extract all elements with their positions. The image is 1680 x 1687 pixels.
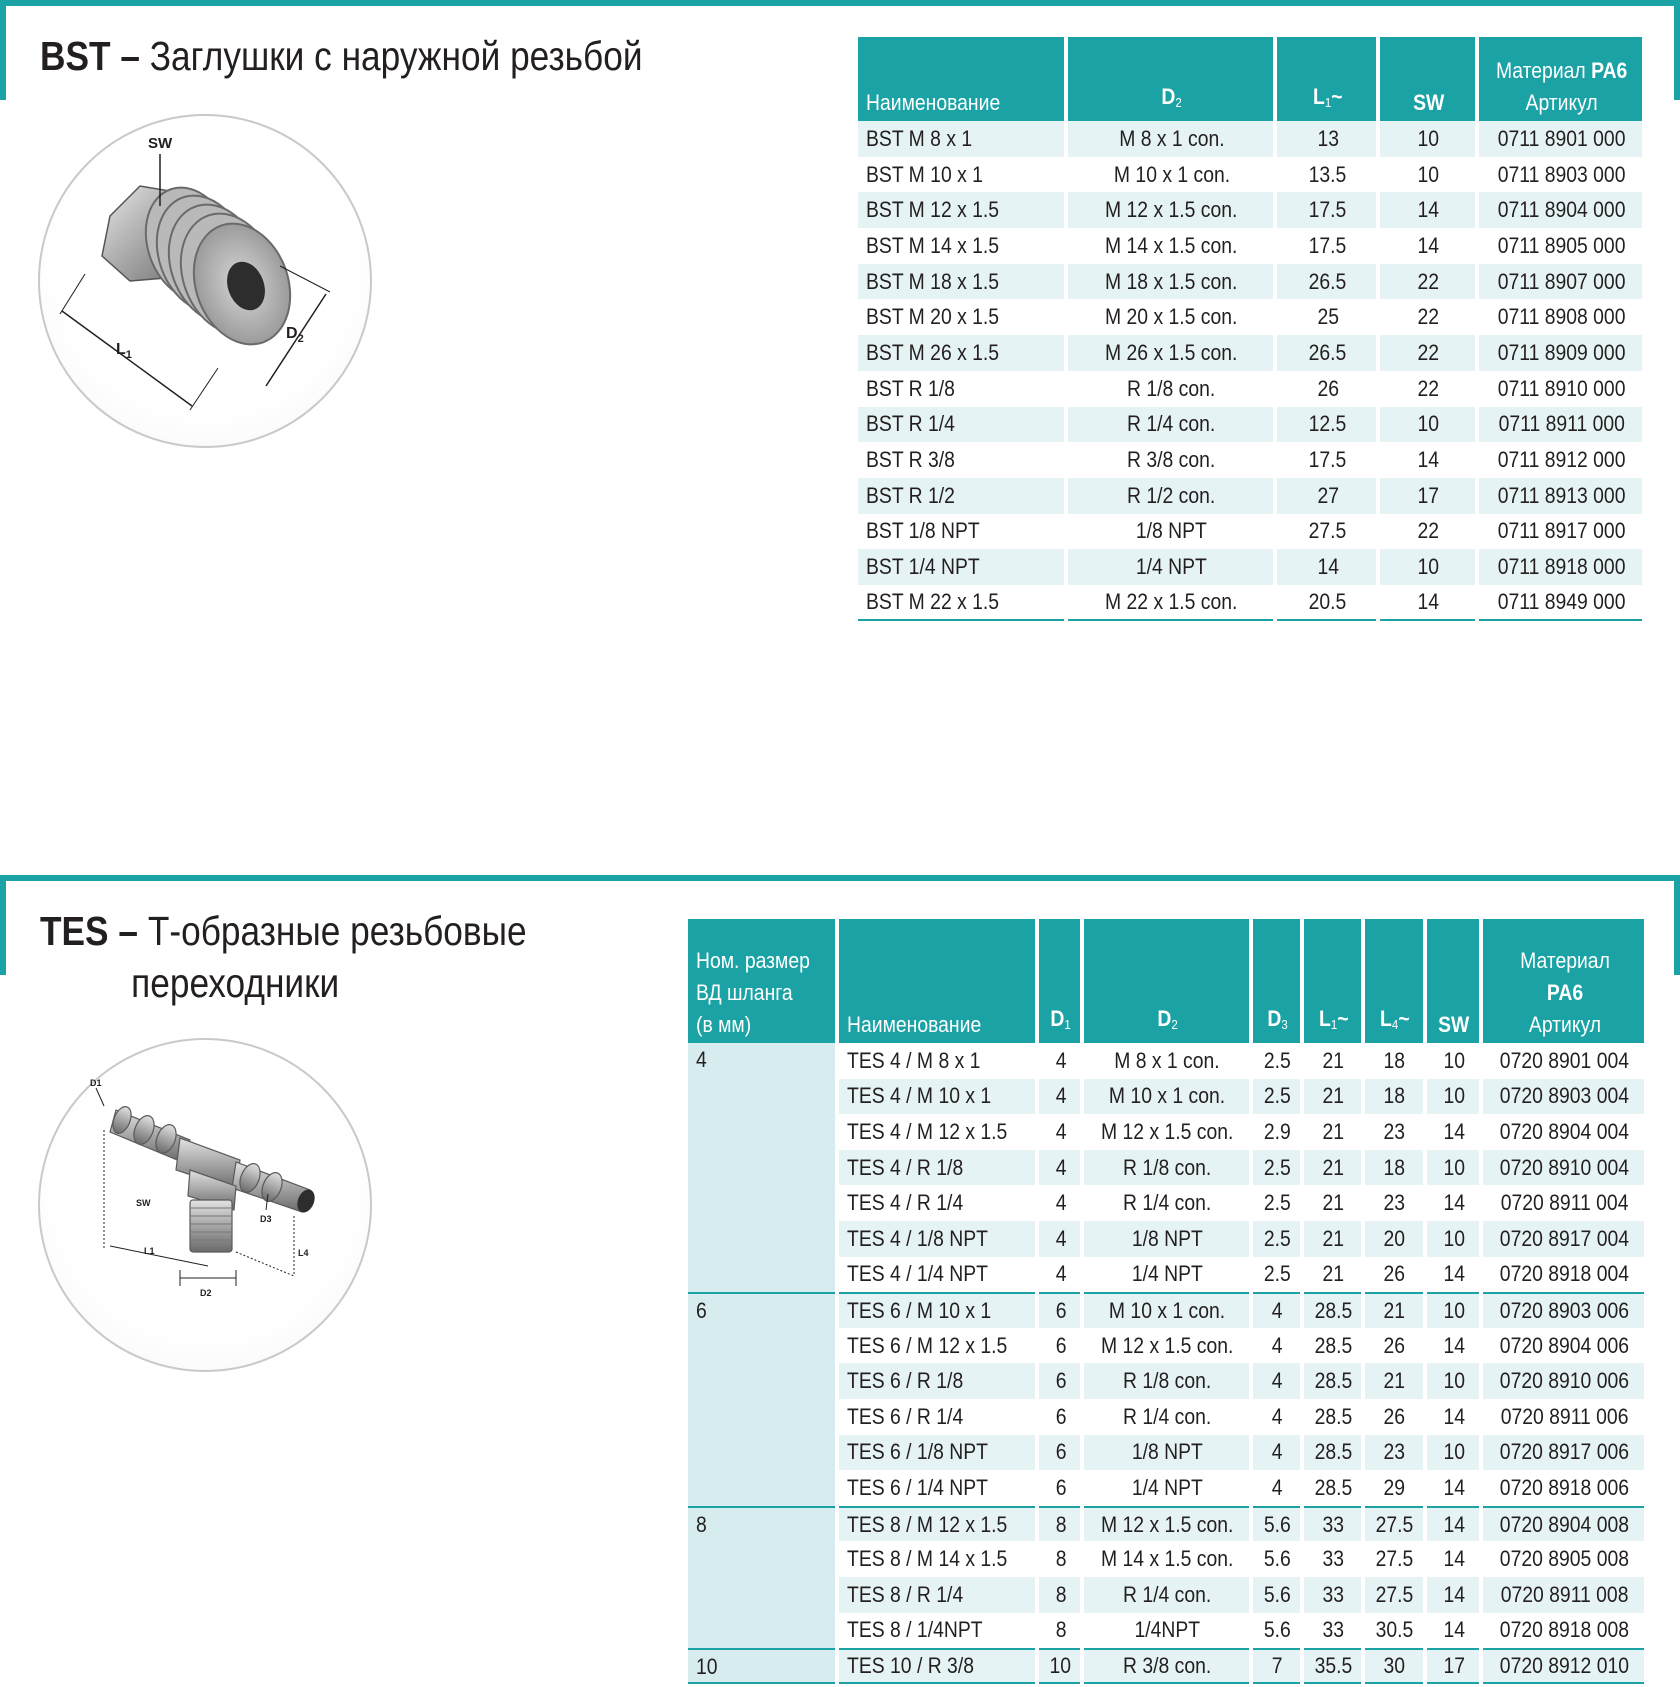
cell-d1: 4: [1055, 1047, 1067, 1073]
cell-article: 0720 8917 006: [1483, 1435, 1644, 1471]
cell-d1: 6: [1055, 1403, 1067, 1429]
tes-col-l1: $L_1\sim$: [1304, 919, 1361, 1043]
cell-d3: 4: [1253, 1292, 1300, 1328]
cell-d2: M 22 x 1.5 con.: [1068, 585, 1274, 621]
cell-d3: 2.5: [1253, 1150, 1300, 1186]
cell-sw: 10: [1417, 161, 1440, 187]
table-row: [858, 264, 1642, 300]
cell-article: 0711 8907 000: [1479, 264, 1642, 300]
cell-article: 0711 8909 000: [1479, 335, 1642, 371]
cell-name: BST M 12 x 1.5: [858, 192, 1064, 228]
cell-l1: 21: [1322, 1047, 1345, 1073]
cell-article: 0711 8904 000: [1479, 192, 1642, 228]
section-top-rule: [0, 875, 1680, 881]
bst-header-row: [858, 37, 1642, 121]
tes-title-line2: переходники: [131, 960, 340, 1006]
cell-d2: M 12 x 1.5 con.: [1101, 1332, 1234, 1358]
cell-d1: 6: [1039, 1292, 1080, 1328]
cell-l4: 27.5: [1365, 1577, 1423, 1613]
cell-l4: 26: [1383, 1261, 1406, 1287]
cell-article: 0711 8910 000: [1497, 375, 1626, 401]
cell-article: 0720 8910 004: [1483, 1150, 1644, 1186]
cell-article: 0720 8904 006: [1499, 1332, 1630, 1358]
cell-d2: R 1/8 con.: [1084, 1150, 1248, 1186]
tes-col-nominal-size: Ном. размер ВД шланга (в мм): [688, 919, 835, 1043]
cell-d3: 2.9: [1263, 1118, 1291, 1144]
cell-name: TES 6 / R 1/8: [839, 1363, 1035, 1399]
cell-name: BST M 10 x 1: [866, 161, 983, 187]
cell-d3: 5.6: [1263, 1617, 1291, 1643]
cell-d2: R 1/4 con.: [1123, 1190, 1212, 1216]
cell-name: TES 10 / R 3/8: [839, 1648, 1035, 1684]
section-left-rule: [0, 0, 6, 100]
cell-d2: M 14 x 1.5 con.: [1101, 1546, 1234, 1572]
cell-l4: 21: [1365, 1363, 1423, 1399]
bst-col-sw: SW: [1380, 37, 1475, 121]
cell-d3: 2.5: [1253, 1079, 1300, 1115]
cell-article: 0720 8918 004: [1499, 1261, 1630, 1287]
cell-sw: 14: [1380, 192, 1475, 228]
cell-d2: 1/8 NPT: [1084, 1221, 1248, 1257]
cell-l4: 18: [1365, 1150, 1423, 1186]
cell-l4: 27.5: [1375, 1546, 1414, 1572]
cell-article: 0711 8911 000: [1479, 407, 1642, 443]
cell-name: BST R 1/8: [866, 375, 955, 401]
cell-sw: 22: [1417, 518, 1440, 544]
cell-name: TES 4 / R 1/8: [839, 1150, 1035, 1186]
table-row: [688, 1506, 1644, 1542]
bst-diagram-sw: SW: [148, 135, 173, 152]
bst-title-code: BST: [40, 33, 111, 79]
cell-l1: 33: [1322, 1617, 1345, 1643]
cell-sw: 14: [1417, 447, 1440, 473]
section-left-rule: [0, 875, 6, 975]
cell-d1: 8: [1039, 1577, 1080, 1613]
cell-d2: M 12 x 1.5 con.: [1101, 1118, 1234, 1144]
tes-col-sw: SW: [1427, 919, 1480, 1043]
cell-d3: 2.5: [1253, 1221, 1300, 1257]
cell-sw: 10: [1427, 1363, 1480, 1399]
cell-name: BST M 18 x 1.5: [858, 264, 1064, 300]
cell-name: TES 4 / 1/8 NPT: [839, 1221, 1035, 1257]
tes-spec-table: [684, 919, 1648, 1684]
cell-article: 0720 8903 004: [1483, 1079, 1644, 1115]
tes-table-body: [688, 1043, 1644, 1684]
cell-sw: 22: [1417, 375, 1440, 401]
cell-d1: 10: [1039, 1648, 1080, 1684]
cell-d1: 4: [1055, 1190, 1067, 1216]
cell-name: TES 6 / M 10 x 1: [839, 1292, 1035, 1328]
cell-name: BST M 20 x 1.5: [866, 304, 1000, 330]
bst-spec-table: [854, 37, 1646, 621]
cell-d2: R 3/8 con.: [1084, 1648, 1248, 1684]
cell-d3: 4: [1271, 1332, 1283, 1358]
cell-l1: 25: [1317, 304, 1339, 330]
cell-article: 0711 8912 000: [1497, 447, 1626, 473]
tes-col-d3: $D_3$: [1253, 919, 1300, 1043]
cell-nominal-size: 4: [688, 1043, 835, 1292]
cell-d1: 6: [1039, 1435, 1080, 1471]
table-row: [858, 121, 1642, 157]
cell-article: 0711 8903 000: [1497, 161, 1626, 187]
cell-d1: 4: [1039, 1079, 1080, 1115]
cell-l1: 13: [1277, 121, 1376, 157]
cell-l4: 30.5: [1375, 1617, 1414, 1643]
cell-d1: 6: [1055, 1474, 1067, 1500]
cell-l1: 28.5: [1304, 1435, 1361, 1471]
cell-sw: 10: [1380, 549, 1475, 585]
cell-nominal-size: 6: [688, 1292, 835, 1506]
cell-d2: M 12 x 1.5 con.: [1068, 192, 1274, 228]
cell-article: 0711 8908 000: [1497, 304, 1626, 330]
cell-d2: M 10 x 1 con.: [1084, 1292, 1248, 1328]
cell-article: 0720 8904 008: [1483, 1506, 1644, 1542]
cell-d2: M 26 x 1.5 con.: [1068, 335, 1274, 371]
table-row: [688, 1043, 1644, 1079]
cell-l1: 17.5: [1308, 232, 1347, 258]
cell-d2: 1/8 NPT: [1136, 518, 1208, 544]
tes-diagram-d3: D3: [260, 1214, 272, 1224]
cell-name: TES 4 / R 1/4: [847, 1190, 964, 1216]
cell-l4: 27.5: [1365, 1506, 1423, 1542]
bst-col-d2: $D_2$: [1068, 37, 1274, 121]
cell-l1: 28.5: [1314, 1403, 1353, 1429]
cell-sw: 10: [1427, 1292, 1480, 1328]
cell-l4: 29: [1383, 1474, 1406, 1500]
cell-l1: 20.5: [1277, 585, 1376, 621]
cell-l4: 30: [1365, 1648, 1423, 1684]
cell-article: 0720 8901 004: [1499, 1047, 1630, 1073]
cell-d2: M 10 x 1 con.: [1084, 1079, 1248, 1115]
cell-d2: R 1/4 con.: [1123, 1403, 1212, 1429]
cell-l4: 23: [1383, 1190, 1406, 1216]
cell-d1: 6: [1055, 1332, 1067, 1358]
bst-table-body: [858, 121, 1642, 621]
bst-title-dash: –: [120, 33, 140, 79]
cell-name: BST M 22 x 1.5: [858, 585, 1064, 621]
cell-l1: 27.5: [1308, 518, 1347, 544]
cell-d2: 1/4NPT: [1134, 1617, 1201, 1643]
cell-name: TES 4 / 1/4 NPT: [847, 1261, 989, 1287]
tes-col-article: Материал PA6 Артикул: [1483, 919, 1644, 1043]
cell-sw: 22: [1380, 335, 1475, 371]
tes-adapter-drawing: [40, 1040, 374, 1374]
cell-l1: 27: [1277, 478, 1376, 514]
cell-sw: 14: [1443, 1474, 1465, 1500]
cell-sw: 10: [1443, 1047, 1465, 1073]
cell-nominal-size: 8: [688, 1506, 835, 1648]
cell-d2: M 8 x 1 con.: [1114, 1047, 1221, 1073]
tes-header-row: [688, 919, 1644, 1043]
cell-article: 0720 8911 004: [1500, 1190, 1629, 1216]
cell-sw: 10: [1427, 1435, 1480, 1471]
cell-article: 0720 8905 008: [1499, 1546, 1630, 1572]
cell-d3: 2.5: [1263, 1047, 1291, 1073]
cell-sw: 14: [1443, 1332, 1465, 1358]
cell-name: TES 6 / 1/8 NPT: [839, 1435, 1035, 1471]
table-row: [858, 585, 1642, 621]
cell-l4: 26: [1383, 1332, 1406, 1358]
table-row: [858, 228, 1642, 264]
bst-col-l1: $L_1\sim$: [1277, 37, 1376, 121]
table-row: [688, 1648, 1644, 1684]
cell-article: 0720 8918 006: [1499, 1474, 1630, 1500]
cell-l1: 28.5: [1304, 1292, 1361, 1328]
cell-d3: 4: [1253, 1363, 1300, 1399]
cell-name: BST 1/8 NPT: [866, 518, 980, 544]
cell-sw: 22: [1380, 264, 1475, 300]
tes-diagram-l1: L1: [144, 1246, 155, 1256]
cell-sw: 10: [1427, 1150, 1480, 1186]
cell-d2: M 14 x 1.5 con.: [1105, 232, 1238, 258]
tes-diagram-d2: D2: [200, 1288, 212, 1298]
cell-d2: R 3/8 con.: [1127, 447, 1216, 473]
table-row: [858, 335, 1642, 371]
cell-d2: R 1/4 con.: [1084, 1577, 1248, 1613]
bst-plug-drawing: [40, 116, 374, 450]
cell-name: BST M 26 x 1.5: [858, 335, 1064, 371]
cell-article: 0711 8918 000: [1479, 549, 1642, 585]
cell-d2: 1/4 NPT: [1131, 1261, 1203, 1287]
cell-name: TES 8 / M 12 x 1.5: [839, 1506, 1035, 1542]
cell-d2: M 20 x 1.5 con.: [1105, 304, 1238, 330]
cell-d2: M 12 x 1.5 con.: [1084, 1506, 1248, 1542]
cell-l1: 13.5: [1308, 161, 1347, 187]
cell-name: BST R 1/2: [858, 478, 1064, 514]
tes-title: [40, 905, 527, 1009]
cell-name: TES 8 / M 14 x 1.5: [847, 1546, 1008, 1572]
cell-l4: 26: [1383, 1403, 1406, 1429]
cell-article: 0711 8917 000: [1497, 518, 1626, 544]
tes-col-d1: $D_1$: [1039, 919, 1080, 1043]
cell-name: TES 6 / 1/4 NPT: [847, 1474, 989, 1500]
tes-diagram-sw: SW: [136, 1198, 151, 1208]
cell-article: 0711 8949 000: [1479, 585, 1642, 621]
section-top-rule: [0, 0, 1680, 6]
cell-d2: R 1/8 con.: [1127, 375, 1216, 401]
tes-col-d2: $D_2$: [1084, 919, 1248, 1043]
cell-sw: 14: [1443, 1118, 1465, 1144]
cell-sw: 14: [1443, 1261, 1465, 1287]
cell-l1: 17.5: [1277, 192, 1376, 228]
table-row: [858, 478, 1642, 514]
section-right-rule: [1674, 875, 1680, 975]
cell-l1: 26.5: [1277, 335, 1376, 371]
cell-d1: 8: [1039, 1506, 1080, 1542]
tes-col-l4: $L_4\sim$: [1365, 919, 1423, 1043]
table-row: [858, 407, 1642, 443]
cell-name: TES 6 / R 1/4: [847, 1403, 964, 1429]
cell-d3: 5.6: [1253, 1577, 1300, 1613]
cell-l4: 18: [1365, 1079, 1423, 1115]
tes-title-code: TES: [40, 908, 109, 954]
cell-sw: 14: [1380, 585, 1475, 621]
cell-d3: 4: [1271, 1474, 1283, 1500]
cell-d3: 5.6: [1253, 1506, 1300, 1542]
cell-name: TES 8 / 1/4NPT: [847, 1617, 983, 1643]
bst-plug-illustration: [38, 114, 372, 448]
cell-name: TES 4 / M 10 x 1: [839, 1079, 1035, 1115]
cell-name: BST R 1/4: [858, 407, 1064, 443]
cell-d2: R 1/2 con.: [1068, 478, 1274, 514]
cell-article: 0720 8910 006: [1483, 1363, 1644, 1399]
cell-d2: M 18 x 1.5 con.: [1068, 264, 1274, 300]
cell-d1: 8: [1055, 1617, 1067, 1643]
cell-d3: 2.5: [1263, 1190, 1291, 1216]
cell-name: BST M 8 x 1: [858, 121, 1064, 157]
cell-d3: 5.6: [1263, 1546, 1291, 1572]
tes-adapter-illustration: [38, 1038, 372, 1372]
tes-section: [0, 875, 1680, 1687]
cell-l1: 21: [1304, 1079, 1361, 1115]
table-row: [858, 299, 1642, 335]
cell-d3: 4: [1253, 1435, 1300, 1471]
cell-d3: 4: [1271, 1403, 1283, 1429]
cell-sw: 14: [1417, 232, 1440, 258]
cell-article: 0720 8917 004: [1483, 1221, 1644, 1257]
cell-l1: 33: [1304, 1577, 1361, 1613]
cell-sw: 10: [1380, 121, 1475, 157]
cell-d2: 1/4 NPT: [1131, 1474, 1203, 1500]
cell-article: 0720 8912 010: [1483, 1648, 1644, 1684]
cell-article: 0711 8901 000: [1479, 121, 1642, 157]
tes-diagram-l4: L4: [298, 1248, 309, 1258]
bst-col-name: Наименование: [858, 37, 1064, 121]
cell-article: 0711 8913 000: [1479, 478, 1642, 514]
cell-name: TES 4 / M 8 x 1: [847, 1047, 981, 1073]
bst-col-article: Материал PA6 Артикул: [1479, 37, 1642, 121]
cell-d3: 7: [1253, 1648, 1300, 1684]
table-row: [688, 1292, 1644, 1328]
cell-l1: 35.5: [1304, 1648, 1361, 1684]
cell-l4: 18: [1383, 1047, 1406, 1073]
cell-article: 0720 8918 008: [1499, 1617, 1630, 1643]
tes-diagram-d1: D1: [90, 1078, 102, 1088]
cell-d2: R 1/8 con.: [1084, 1363, 1248, 1399]
tes-title-dash: –: [118, 908, 139, 954]
cell-l1: 21: [1304, 1221, 1361, 1257]
bst-section: [0, 0, 1680, 700]
bst-diagram-l1: $L_1$: [116, 341, 132, 361]
cell-l1: 21: [1322, 1118, 1345, 1144]
cell-name: TES 6 / M 12 x 1.5: [847, 1332, 1008, 1358]
cell-l1: 33: [1322, 1546, 1345, 1572]
cell-sw: 10: [1380, 407, 1475, 443]
cell-l4: 23: [1365, 1435, 1423, 1471]
cell-l1: 26.5: [1277, 264, 1376, 300]
bst-title-text: Заглушки с наружной резьбой: [149, 33, 643, 79]
tes-col-name: Наименование: [839, 919, 1035, 1043]
cell-article: 0720 8903 006: [1483, 1292, 1644, 1328]
cell-l1: 26: [1317, 375, 1339, 401]
cell-d1: 8: [1055, 1546, 1067, 1572]
cell-nominal-size: 10: [688, 1648, 835, 1684]
cell-l1: 28.5: [1304, 1363, 1361, 1399]
cell-sw: 14: [1443, 1617, 1465, 1643]
cell-d1: 6: [1039, 1363, 1080, 1399]
cell-sw: 17: [1427, 1648, 1480, 1684]
cell-d3: 2.5: [1263, 1261, 1291, 1287]
cell-d2: 1/8 NPT: [1084, 1435, 1248, 1471]
cell-l1: 28.5: [1314, 1332, 1353, 1358]
cell-name: BST M 14 x 1.5: [866, 232, 1000, 258]
bst-diagram-d2: $D_2$: [286, 325, 304, 345]
cell-name: TES 4 / M 12 x 1.5: [847, 1118, 1008, 1144]
cell-sw: 14: [1427, 1577, 1480, 1613]
cell-l1: 21: [1322, 1261, 1345, 1287]
cell-l4: 23: [1383, 1118, 1406, 1144]
table-row: [858, 192, 1642, 228]
cell-sw: 22: [1417, 304, 1440, 330]
table-row: [858, 549, 1642, 585]
table-row: [858, 157, 1642, 193]
cell-sw: 10: [1427, 1221, 1480, 1257]
cell-article: 0720 8911 008: [1483, 1577, 1644, 1613]
cell-d1: 4: [1039, 1150, 1080, 1186]
cell-l1: 28.5: [1314, 1474, 1353, 1500]
cell-d2: M 10 x 1 con.: [1113, 161, 1230, 187]
cell-name: BST 1/4 NPT: [858, 549, 1064, 585]
cell-name: TES 8 / R 1/4: [839, 1577, 1035, 1613]
cell-l4: 21: [1365, 1292, 1423, 1328]
section-right-rule: [1674, 0, 1680, 100]
cell-sw: 17: [1380, 478, 1475, 514]
table-row: [858, 442, 1642, 478]
table-row: [858, 514, 1642, 550]
cell-article: 0720 8904 004: [1499, 1118, 1630, 1144]
cell-l1: 21: [1304, 1150, 1361, 1186]
cell-sw: 14: [1427, 1506, 1480, 1542]
cell-l1: 14: [1277, 549, 1376, 585]
cell-d2: 1/4 NPT: [1068, 549, 1274, 585]
cell-name: BST R 3/8: [866, 447, 955, 473]
cell-sw: 14: [1443, 1403, 1465, 1429]
cell-d1: 4: [1055, 1261, 1067, 1287]
cell-sw: 10: [1427, 1079, 1480, 1115]
cell-d2: R 1/4 con.: [1068, 407, 1274, 443]
cell-article: 0720 8911 006: [1500, 1403, 1629, 1429]
cell-d1: 4: [1055, 1118, 1067, 1144]
bst-title: [40, 30, 643, 82]
cell-l1: 33: [1304, 1506, 1361, 1542]
cell-l1: 21: [1322, 1190, 1345, 1216]
cell-article: 0711 8905 000: [1497, 232, 1626, 258]
cell-sw: 14: [1443, 1190, 1465, 1216]
cell-sw: 14: [1443, 1546, 1465, 1572]
cell-d1: 4: [1039, 1221, 1080, 1257]
cell-l1: 12.5: [1277, 407, 1376, 443]
cell-d2: M 8 x 1 con.: [1068, 121, 1274, 157]
cell-l4: 20: [1365, 1221, 1423, 1257]
cell-l1: 17.5: [1308, 447, 1347, 473]
tes-title-line1: Т-образные резьбовые: [147, 908, 527, 954]
table-row: [858, 371, 1642, 407]
